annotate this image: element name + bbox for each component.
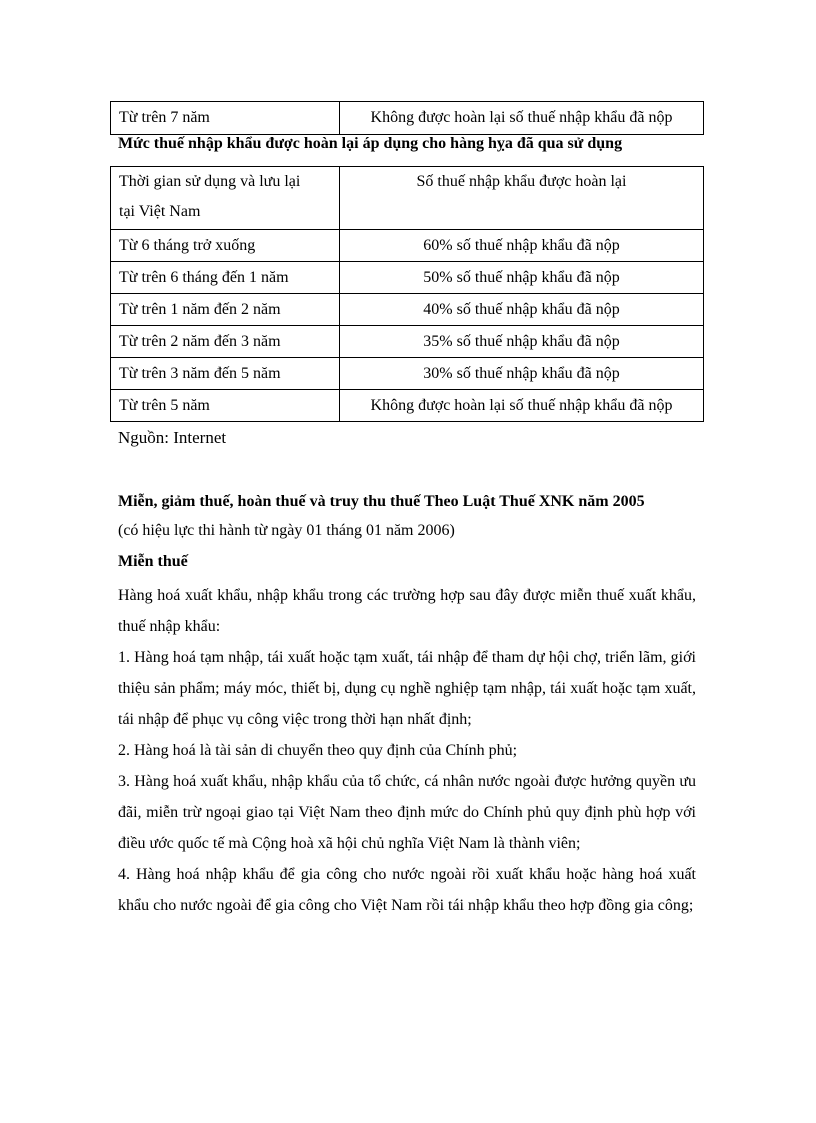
list-item: 1. Hàng hoá tạm nhập, tái xuất hoặc tạm xuất, tái nhập để tham dự hội chợ, triển lãm, giới thiệu sản phẩm; máy móc, thiết bị, dụng cụ nghề nghiệp tạm nhập, tái xuất hoặc tạm xuất, tái nhập để phục vụ công việc trong thời hạn nhất định; [118,649,696,728]
header-period-cell [111,167,340,230]
table-row [111,294,704,326]
refund-cell: 30% số thuế nhập khẩu đã nộp [340,358,704,390]
refund-rate-table [110,166,704,422]
table-row [111,262,704,294]
list-item: 4. Hàng hoá nhập khẩu để gia công cho nước ngoài rồi xuất khẩu hoặc hàng hoá xuất khẩu cho nước ngoài để gia công cho Việt Nam rồi tái nhập khẩu theo hợp đồng gia công; [118,866,696,914]
refund-cell: Không được hoàn lại số thuế nhập khẩu đã nộp [340,390,704,422]
period-cell: Từ trên 5 năm [111,390,340,422]
table-row [111,326,704,358]
table-row [111,102,704,135]
period-cell: Từ trên 1 năm đến 2 năm [111,294,340,326]
table-row [111,358,704,390]
effective-date-note: (có hiệu lực thi hành từ ngày 01 tháng 01 năm 2006) [118,522,455,539]
period-cell: Từ 6 tháng trở xuống [111,230,340,262]
source-note: Nguồn: Internet [118,428,227,447]
refund-cell: 50% số thuế nhập khẩu đã nộp [340,262,704,294]
refund-cell: 35% số thuế nhập khẩu đã nộp [340,326,704,358]
refund-cell: 40% số thuế nhập khẩu đã nộp [340,294,704,326]
header-period-line2: tại Việt Nam [119,203,201,220]
table-row [111,230,704,262]
top-refund-table [110,101,704,135]
refund-cell: Không được hoàn lại số thuế nhập khẩu đã nộp [340,102,704,135]
period-cell: Từ trên 3 năm đến 5 năm [111,358,340,390]
header-period-line1: Thời gian sử dụng và lưu lại [119,173,301,190]
period-cell: Từ trên 6 tháng đến 1 năm [111,262,340,294]
refund-cell: 60% số thuế nhập khẩu đã nộp [340,230,704,262]
list-item: 3. Hàng hoá xuất khẩu, nhập khẩu của tổ chức, cá nhân nước ngoài được hưởng quyền ưu đãi, miễn trừ ngoại giao tại Việt Nam theo định mức do Chính phủ quy định phù hợp với điều ước quốc tế mà Cộng hoà xã hội chủ nghĩa Việt Nam là thành viên; [118,773,696,852]
table-header-row [111,167,704,230]
period-cell: Từ trên 7 năm [111,102,340,135]
intro-paragraph: Hàng hoá xuất khẩu, nhập khẩu trong các trường hợp sau đây được miễn thuế xuất khẩu, thuế nhập khẩu: [118,587,696,635]
header-refund-cell: Số thuế nhập khẩu được hoàn lại [340,167,704,230]
table-row [111,390,704,422]
table-caption: Mức thuế nhập khẩu được hoàn lại áp dụng cho hàng hỵa đã qua sử dụng [118,135,623,152]
body-text [118,580,696,921]
list-item: 2. Hàng hoá là tài sản di chuyển theo quy định của Chính phủ; [118,742,518,759]
subheading: Miễn thuế [118,553,188,570]
section-heading: Miễn, giảm thuế, hoàn thuế và truy thu thuế Theo Luật Thuế XNK năm 2005 [118,493,645,510]
period-cell: Từ trên 2 năm đến 3 năm [111,326,340,358]
